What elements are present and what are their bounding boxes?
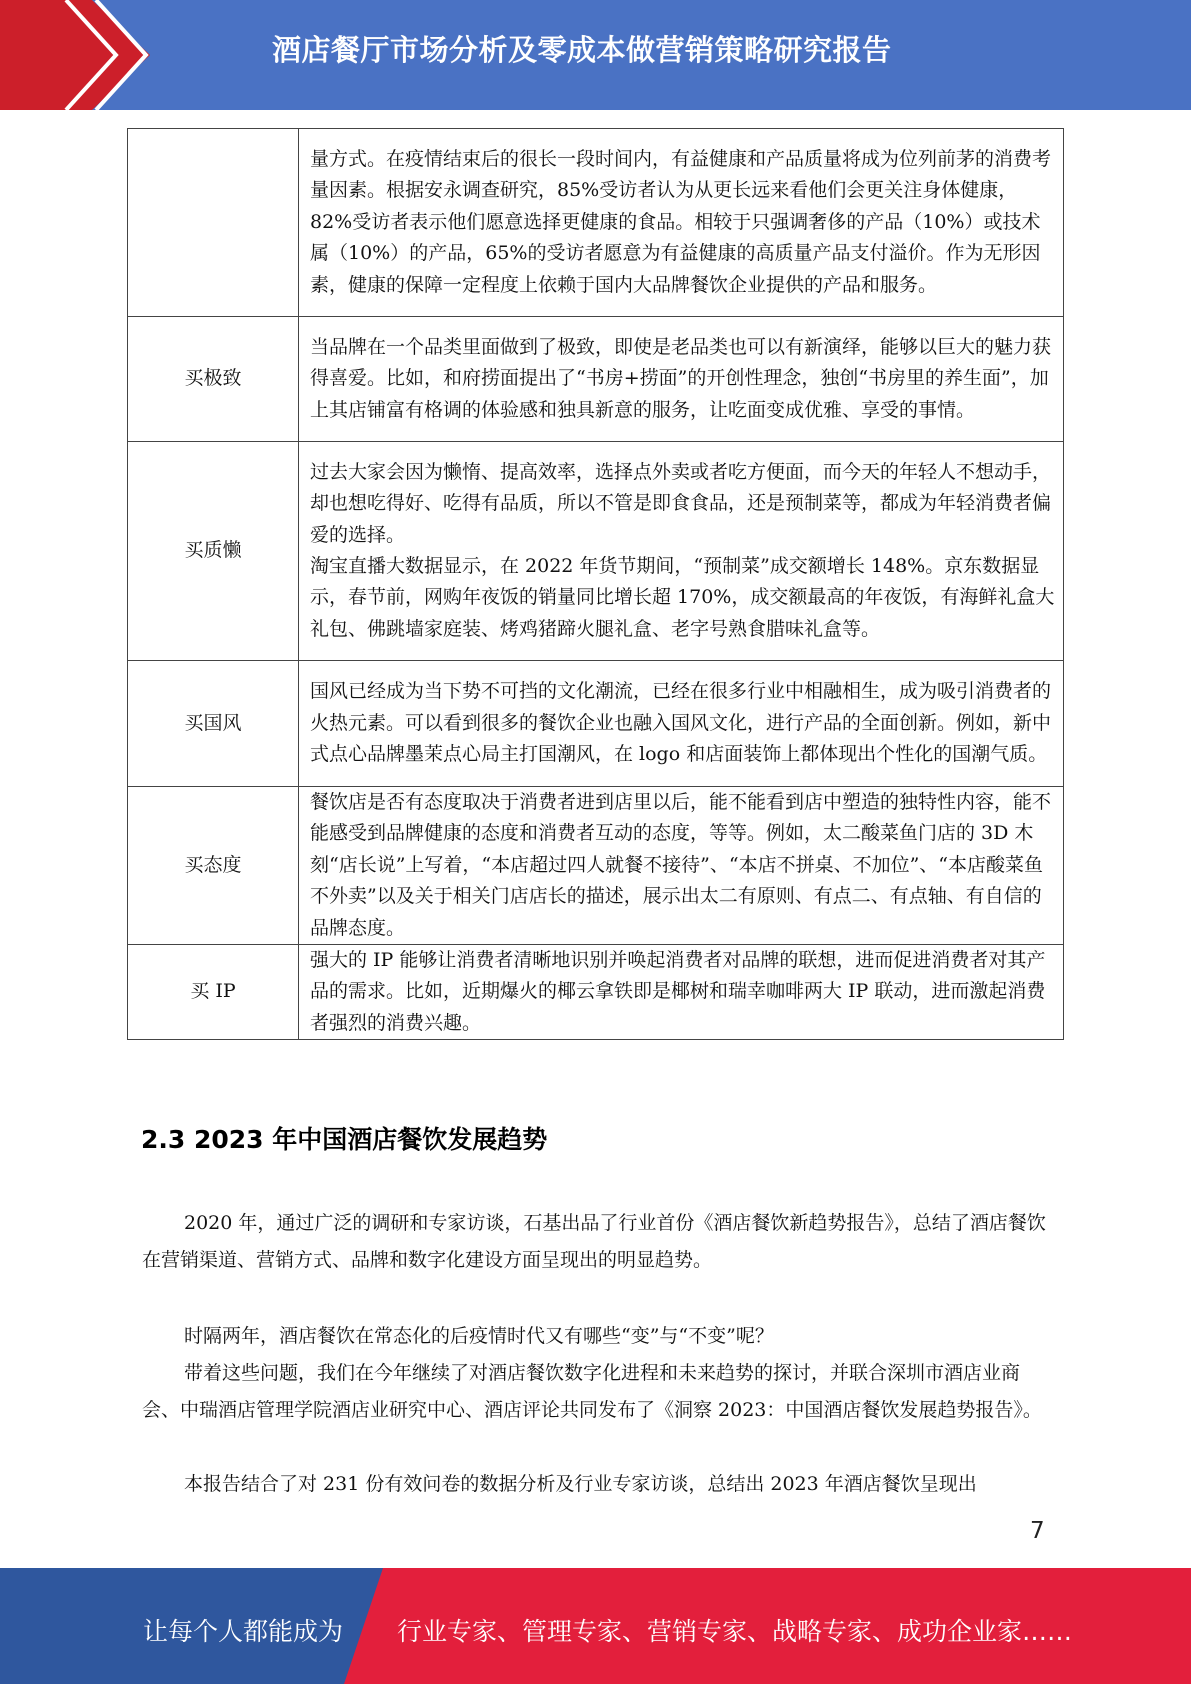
consumption-trends-table [127, 128, 1064, 1040]
table-cell-paragraph: 强大的 IP 能够让消费者清晰地识别并唤起消费者对品牌的联想，进而促进消费者对其产品的需求。比如，近期爆火的椰云拿铁即是椰树和瑞幸咖啡两大 IP 联动，进而激起消费者强烈的消费兴趣。 [310, 949, 1046, 1034]
table-description-cell [299, 129, 1064, 317]
table-description-cell [299, 945, 1064, 1040]
header-red-arrow-decoration [0, 0, 160, 110]
table-description-cell [299, 661, 1064, 787]
section-heading: 2.3 2023 年中国酒店餐饮发展趋势 [141, 1125, 548, 1154]
table-cell-paragraph: 餐饮店是否有态度取决于消费者进到店里以后，能不能看到店中塑造的独特性内容，能不能感受到品牌健康的态度和消费者互动的态度，等等。例如，太二酸菜鱼门店的 3D 木刻“店长说”上写着，“本店超过四人就餐不接待”、“本店不拼桌、不加位”、“本店酸菜鱼不外卖”以及关于相关门店店长的描述，展示出太二有原则、有点二、有点轴、有自信的品牌态度。 [310, 791, 1052, 939]
page-header [0, 0, 1191, 110]
table-category-cell: 买质懒 [128, 442, 299, 661]
table-row [128, 129, 1064, 317]
table-description-cell [299, 442, 1064, 661]
table-row [128, 442, 1064, 661]
body-paragraph: 时隔两年，酒店餐饮在常态化的后疫情时代又有哪些“变”与“不变”呢？ [184, 1325, 774, 1347]
table-description-cell [299, 787, 1064, 945]
page-footer [0, 1568, 1191, 1684]
table-row [128, 661, 1064, 787]
table-cell-paragraph: 当品牌在一个品类里面做到了极致，即使是老品类也可以有新演绎，能够以巨大的魅力获得喜爱。比如，和府捞面提出了“书房+捞面”的开创性理念，独创“书房里的养生面”，加上其店铺富有格调的体验感和独具新意的服务，让吃面变成优雅、享受的事情。 [310, 335, 1052, 421]
table-category-cell: 买极致 [128, 317, 299, 442]
table-cell-paragraph: 国风已经成为当下势不可挡的文化潮流，已经在很多行业中相融相生，成为吸引消费者的火热元素。可以看到很多的餐饮企业也融入国风文化，进行产品的全面创新。例如，新中式点心品牌墨茉点心局主打国潮风，在 logo 和店面装饰上都体现出个性化的国潮气质。 [310, 680, 1052, 766]
table-description-cell [299, 317, 1064, 442]
table-cell-paragraph: 过去大家会因为懒惰、提高效率，选择点外卖或者吃方便面，而今天的年轻人不想动手，却也想吃得好、吃得有品质，所以不管是即食食品，还是预制菜等，都成为年轻消费者偏爱的选择。 [310, 460, 1052, 546]
body-paragraph: 本报告结合了对 231 份有效问卷的数据分析及行业专家访谈，总结出 2023 年酒店餐饮呈现出 [184, 1473, 977, 1495]
table-row [128, 945, 1064, 1040]
table-cell-paragraph: 量方式。在疫情结束后的很长一段时间内，有益健康和产品质量将成为位列前茅的消费考量因素。根据安永调查研究，85%受访者认为从更长远来看他们会更关注身体健康，82%受访者表示他们愿意选择更健康的食品。相较于只强调奢侈的产品（10%）或技术属（10%）的产品，65%的受访者愿意为有益健康的高质量产品支付溢价。作为无形因素，健康的保障一定程度上依赖于国内大品牌餐饮企业提供的产品和服务。 [310, 147, 1052, 296]
table-cell-paragraph: 淘宝直播大数据显示，在 2022 年货节期间，“预制菜”成交额增长 148%。京东数据显示，春节前，网购年夜饭的销量同比增长超 170%，成交额最高的年夜饭，有海鲜礼盒大礼包、佛跳墙家庭装、烤鸡猪蹄火腿礼盒、老字号熟食腊味礼盒等。 [310, 555, 1055, 640]
table-row [128, 787, 1064, 945]
footer-slogan-right: 行业专家、管理专家、营销专家、战略专家、成功企业家…… [397, 1617, 1073, 1646]
body-paragraph: 带着这些问题，我们在今年继续了对酒店餐饮数字化进程和未来趋势的探讨，并联合深圳市酒店业商会、中瑞酒店管理学院酒店业研究中心、酒店评论共同发布了《洞察 2023：中国酒店餐饮发展趋势报告》。 [142, 1362, 1042, 1421]
table-row [128, 317, 1064, 442]
table-category-cell: 买国风 [128, 661, 299, 787]
body-paragraph: 2020 年，通过广泛的调研和专家访谈，石基出品了行业首份《酒店餐饮新趋势报告》，总结了酒店餐饮在营销渠道、营销方式、品牌和数字化建设方面呈现出的明显趋势。 [142, 1212, 1046, 1271]
table-category-cell: 买态度 [128, 787, 299, 945]
table-category-cell [128, 129, 299, 317]
page-number: 7 [1030, 1518, 1045, 1544]
footer-slogan-left: 让每个人都能成为 [143, 1617, 344, 1646]
header-title: 酒店餐厅市场分析及零成本做营销策略研究报告 [272, 33, 892, 67]
table-category-cell: 买 IP [128, 945, 299, 1040]
